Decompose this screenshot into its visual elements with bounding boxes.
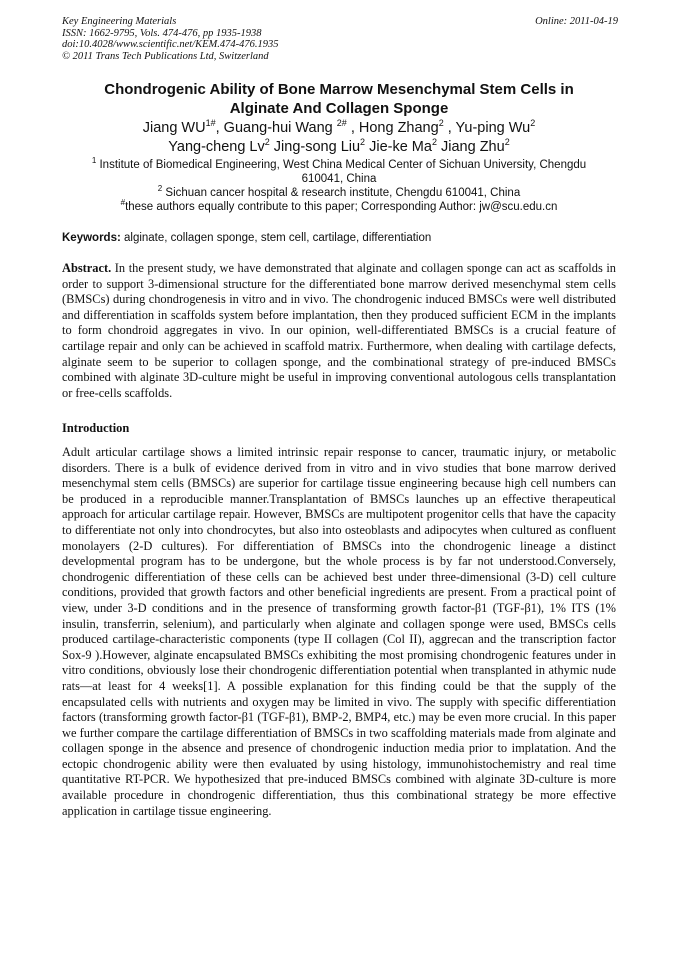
journal-name: Key Engineering Materials: [62, 16, 177, 27]
affiliation-2: [62, 186, 616, 200]
online-date: Online: 2011-04-19: [535, 16, 618, 27]
author-affil-mark: 1#: [205, 118, 216, 128]
author-note-text: these authors equally contribute to this paper; Corresponding Author: jw@scu.edu.cn: [125, 201, 558, 213]
author-affil-mark: 2: [360, 137, 366, 147]
author-name: Jie-ke Ma: [365, 139, 432, 155]
author-affil-mark: 2: [504, 137, 510, 147]
affiliation-2-text: Sichuan cancer hospital & research institute, Chengdu 610041, China: [162, 187, 521, 199]
author-note: [62, 200, 616, 214]
author-affil-mark: 2: [264, 137, 270, 147]
affiliation-1: [62, 158, 616, 172]
abstract-text: In the present study, we have demonstrated that alginate and collagen sponge can act as scaffolds in order to support 3-dimensional structure for the differentiated bone marrow derived mesenchymal stem cells (BMSCs) during chondrogenesis in vitro and in vivo. The chondrogenic induced BMSCs were well distributed and differentiation in scaffolds system before implantation, then they produced sufficient ECM in the implants to form chondroid aggregates in vivo. In our opinion, well-differentiated BMSCs is a crucial feature of cartilage repair and only can be achieved in scaffold matrix. Furthermore, when dealing with cartilage defects, alginate seem to be superior to collagen sponge, and the combinational strategy of pre-induced BMSCs combined with alginate 3D-culture might be useful in improving conventional autologous cells transplantation or free-cells scaffolds.: [62, 261, 616, 400]
keywords-text: alginate, collagen sponge, stem cell, cartilage, differentiation: [120, 232, 432, 244]
abstract-label: Abstract.: [62, 261, 112, 275]
copyright-line: © 2011 Trans Tech Publications Ltd, Switzerland: [62, 50, 269, 62]
keywords-label: Keywords:: [62, 232, 121, 244]
author-affil-mark: 2: [530, 118, 536, 128]
author-line-1: [62, 119, 616, 138]
title-line-2: Alginate And Collagen Sponge: [229, 100, 449, 117]
affiliation-1-cont: 610041, China: [301, 173, 377, 185]
author-line-2: [62, 138, 616, 157]
doi-line: doi:10.4028/www.scientific.net/KEM.474-476.1935: [62, 39, 279, 50]
affiliations: [62, 158, 616, 214]
keywords: [62, 231, 616, 245]
author-name: Jing-song Liu: [269, 139, 361, 155]
author-name: , Yu-ping Wu: [443, 120, 531, 136]
note-mark: #: [120, 198, 126, 207]
issn-line: ISSN: 1662-9795, Vols. 474-476, pp 1935-1938: [62, 27, 262, 39]
author-list: [62, 119, 616, 157]
affiliation-1-text: Institute of Biomedical Engineering, West China Medical Center of Sichuan University, Chengdu: [96, 159, 587, 171]
author-name: , Hong Zhang: [346, 120, 439, 136]
author-name: Yang-cheng Lv: [168, 139, 265, 155]
author-affil-mark: 2: [438, 118, 444, 128]
title-line-1: Chondrogenic Ability of Bone Marrow Mesenchymal Stem Cells in: [104, 81, 574, 98]
author-affil-mark: 2: [431, 137, 437, 147]
abstract: [62, 261, 616, 401]
author-affil-mark: 2#: [336, 118, 347, 128]
paper-title: [62, 80, 616, 118]
author-name: , Guang-hui Wang: [215, 120, 337, 136]
affiliation-mark: 2: [157, 184, 163, 193]
introduction-text: Adult articular cartilage shows a limited intrinsic repair response to cancer, traumatic injury, or metabolic disorders. There is a bulk of evidence derived from in vitro and in vivo studies that bone marrow derived mesenchymal stem cells (BMSCs) are superior for cartilage tissue engineering because high cell numbers can be produced in a reproducible manner.Transplantation of BMSCs launches up an effective therapeutical approach for articular cartilage repair. However, BMSCs are multipotent progenitor cells that have the capacity to differentiate not only into chondrocytes, but also into osteoblasts and adipocytes when cultured as confluent monolayers (2-D cultures). For differentiation of BMSCs into the chondrogenic lineage a distinct developmental program has to be undergone, but the whole process is by far not understood.Conversely, chondrogenic differentiation of these cells can be achieved best under three-dimensional (3-D) cell culture conditions, provided that growth factors and other beneficial ingredients are present. From a practical point of view, under 3-D conditions and in the presence of transforming growth factor-β1 (TGF-β1), 1% ITS (1% insulin, transferrin, selenium), and particularly when alginate and collagen sponge were used, BMSCs cells produced cartilage-characteristic components (type II collagen (Col II), aggrecan and the transcription factor Sox-9 ).However, alginate encapsulated BMSCs exhibiting the most promising chondrogenic features under in vitro conditions, obviously lose their chondrogenic differentiation potential when transplanted in athymic nude rats—at least for 4 weeks[1]. A possible explanation for this finding could be that the supply of the encapsulated cells with nutrients and oxygen may be limited in vivo. The supply with specific differentiation factors (transforming growth factor-β1 (TGF-β1), BMP-2, BMP4, etc.) may be even more crucial. In this paper we further compare the cartilage differentiation of BMSCs in two scaffolding materials made from alginate and collagen sponge in the absence and presence of chondrogenic induction media prior to implatation. And the ectopic chondrogenic ability were then evaluated by using histology, immunohistochemistry and real time quantitative RT-PCR. We hypothesized that pre-induced BMSCs combined with alginate 3D-culture is more available procedure in chondrogenic differentiation, thus this combinational strategy be more effective application in cartilage tissue engineering.: [62, 445, 616, 818]
author-name: Jiang Zhu: [436, 139, 505, 155]
affiliation-mark: 1: [91, 156, 97, 165]
author-name: Jiang WU: [142, 120, 206, 136]
section-heading-introduction: Introduction: [62, 421, 130, 435]
running-header: [62, 16, 618, 62]
